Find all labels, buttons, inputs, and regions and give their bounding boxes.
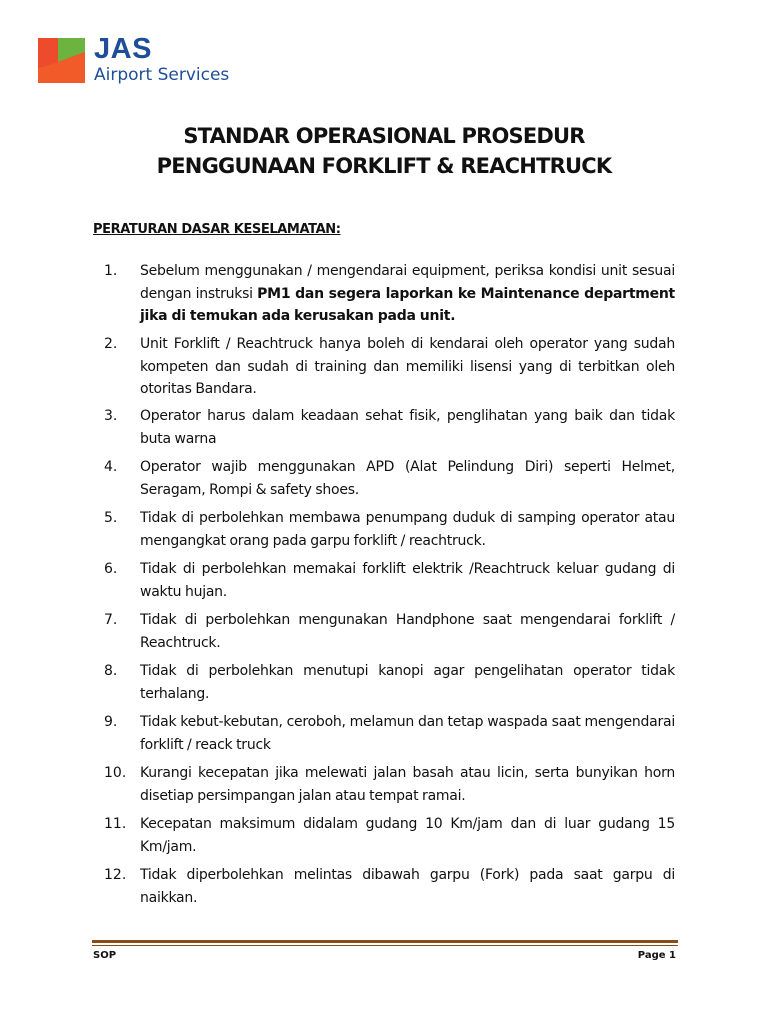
rule-text: Unit Forklift / Reachtruck hanya boleh di kendarai oleh operator yang sudah kompeten dan sudah di training dan memiliki lisensi yang di terbitkan oleh otoritas Bandara. xyxy=(140,336,675,397)
rule-number: 6. xyxy=(104,561,118,577)
rule-text: Kecepatan maksimum didalam gudang 10 Km/jam dan di luar gudang 15 Km/jam. xyxy=(140,816,675,855)
rule-text: Tidak di perbolehkan membawa penumpang duduk di samping operator atau mengangkat orang pada garpu forklift / reachtruck. xyxy=(140,510,675,549)
rule-text-bold: PM1 dan segera laporkan ke Maintenance department jika di temukan ada kerusakan pada unit. xyxy=(140,285,676,324)
rule-number: 12. xyxy=(104,867,127,883)
section-heading: PERATURAN DASAR KESELAMATAN: xyxy=(93,222,341,237)
rule-number: 7. xyxy=(104,612,118,628)
rule-text: Tidak kebut-kebutan, ceroboh, melamun dan tetap waspada saat mengendarai forklift / reack truck xyxy=(140,714,675,753)
rule-number: 4. xyxy=(104,459,118,475)
page-number: Page 1 xyxy=(637,950,676,961)
rule-number: 1. xyxy=(104,263,118,279)
rule-number: 9. xyxy=(104,714,118,730)
rule-text: Tidak di perbolehkan mengunakan Handphone saat mengendarai forklift / Reachtruck. xyxy=(140,612,675,651)
rule-text: Tidak di perbolehkan memakai forklift elektrik /Reachtruck keluar gudang di waktu hujan. xyxy=(140,561,675,600)
rule-text: Kurangi kecepatan jika melewati jalan basah atau licin, serta bunyikan horn disetiap persimpangan jalan atau tempat ramai. xyxy=(140,765,675,804)
logo-name: JAS xyxy=(94,33,152,65)
rule-number: 11. xyxy=(104,816,127,832)
rule-text: Operator wajib menggunakan APD (Alat Pelindung Diri) seperti Helmet, Seragam, Rompi & safety shoes. xyxy=(140,459,675,498)
rule-text: Tidak di perbolehkan menutupi kanopi agar pengelihatan operator tidak terhalang. xyxy=(140,663,675,702)
rule-number: 8. xyxy=(104,663,118,679)
footer-label: SOP xyxy=(93,950,117,961)
footer-divider xyxy=(92,940,678,943)
rule-text: Tidak diperbolehkan melintas dibawah garpu (Fork) pada saat garpu di naikkan. xyxy=(140,867,675,906)
rule-number: 2. xyxy=(104,336,118,352)
rule-number: 5. xyxy=(104,510,118,526)
rule-text: Operator harus dalam keadaan sehat fisik, penglihatan yang baik dan tidak buta warna xyxy=(140,408,675,447)
document-title-line2: PENGGUNAAN FORKLIFT & REACHTRUCK xyxy=(156,154,612,178)
footer-divider-thin xyxy=(92,945,678,946)
rule-text xyxy=(140,260,675,328)
rule-number: 10. xyxy=(104,765,127,781)
document-title-line1: STANDAR OPERASIONAL PROSEDUR xyxy=(183,124,585,148)
logo-subtitle: Airport Services xyxy=(94,65,230,85)
rule-number: 3. xyxy=(104,408,118,424)
rule-text-regular: Sebelum menggunakan / mengendarai equipment, periksa kondisi unit sesuai dengan instruksi xyxy=(140,263,675,302)
